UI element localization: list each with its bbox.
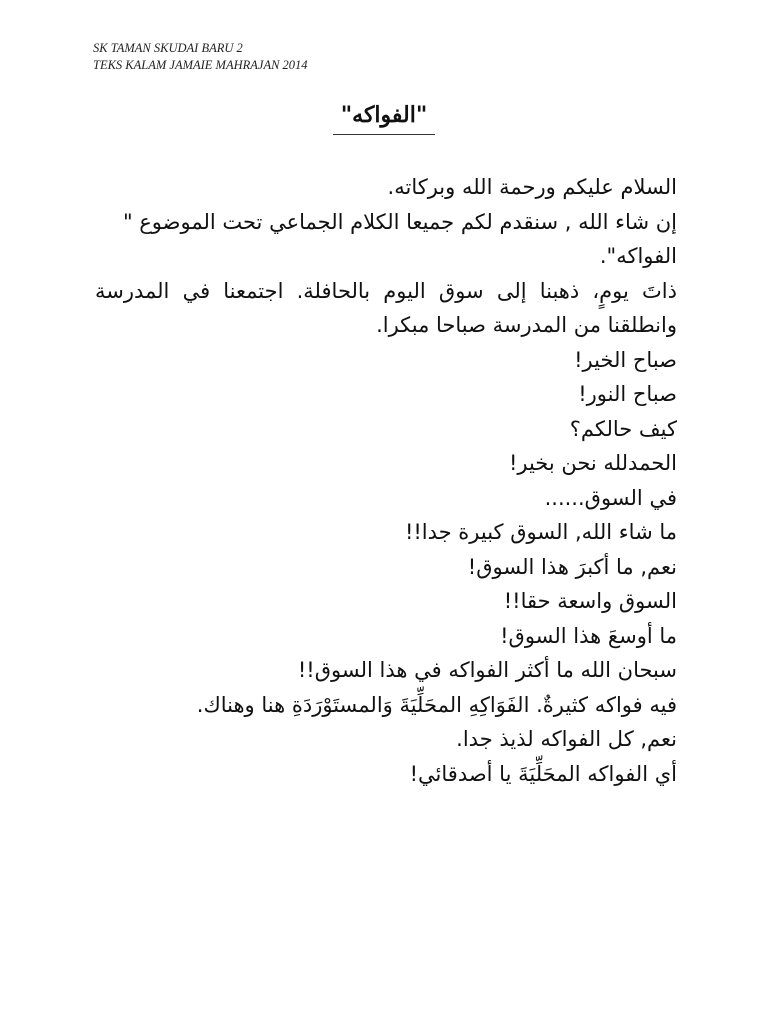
paragraph: ما أوسعَ هذا السوق! xyxy=(500,623,677,648)
event-name: TEKS KALAM JAMAIE MAHRAJAN 2014 xyxy=(93,58,308,72)
paragraph: ما شاء الله, السوق كبيرة جدا!! xyxy=(404,520,677,544)
paragraph: سبحان الله ما أكثر الفواكه في هذا السوق!! xyxy=(297,658,677,682)
paragraph: فيه فواكه كثيرةٌ. الفَوَاكِهِ المحَلِّيَةَ وَالمستَوْرَدَةِ هنا وهناك. xyxy=(196,692,677,717)
title-container xyxy=(0,98,768,135)
school-name: SK TAMAN SKUDAI BARU 2 xyxy=(93,41,243,55)
document-header xyxy=(93,40,308,74)
paragraph: إن شاء الله , سنقدم لكم جميعا الكلام الجماعي تحت الموضوع " الفواكه". xyxy=(122,209,677,268)
paragraph: صباح الخير! xyxy=(574,347,677,372)
paragraph: السلام عليكم ورحمة الله وبركاته. xyxy=(387,175,677,199)
paragraph: السوق واسعة حقا!! xyxy=(503,589,677,613)
document-body xyxy=(95,170,677,791)
document-title: "الفواكه" xyxy=(333,98,436,135)
paragraph: صباح النور! xyxy=(578,382,677,406)
paragraph: الحمدلله نحن بخير! xyxy=(508,451,677,475)
paragraph: في السوق...... xyxy=(544,485,677,510)
paragraph: أي الفواكه المحَلِّيَةَ يا أصدقائي! xyxy=(409,761,677,786)
paragraph: كيف حالكم؟ xyxy=(569,416,677,441)
paragraph: نعم, كل الفواكه لذيذ جدا. xyxy=(456,727,677,751)
paragraph: ذاتَ يومٍ، ذهبنا إلى سوق اليوم بالحافلة. اجتمعنا في المدرسة وانطلقنا من المدرسة صباحا مبكرا. xyxy=(95,278,677,337)
paragraph: نعم, ما أكبرَ هذا السوق! xyxy=(467,554,677,579)
